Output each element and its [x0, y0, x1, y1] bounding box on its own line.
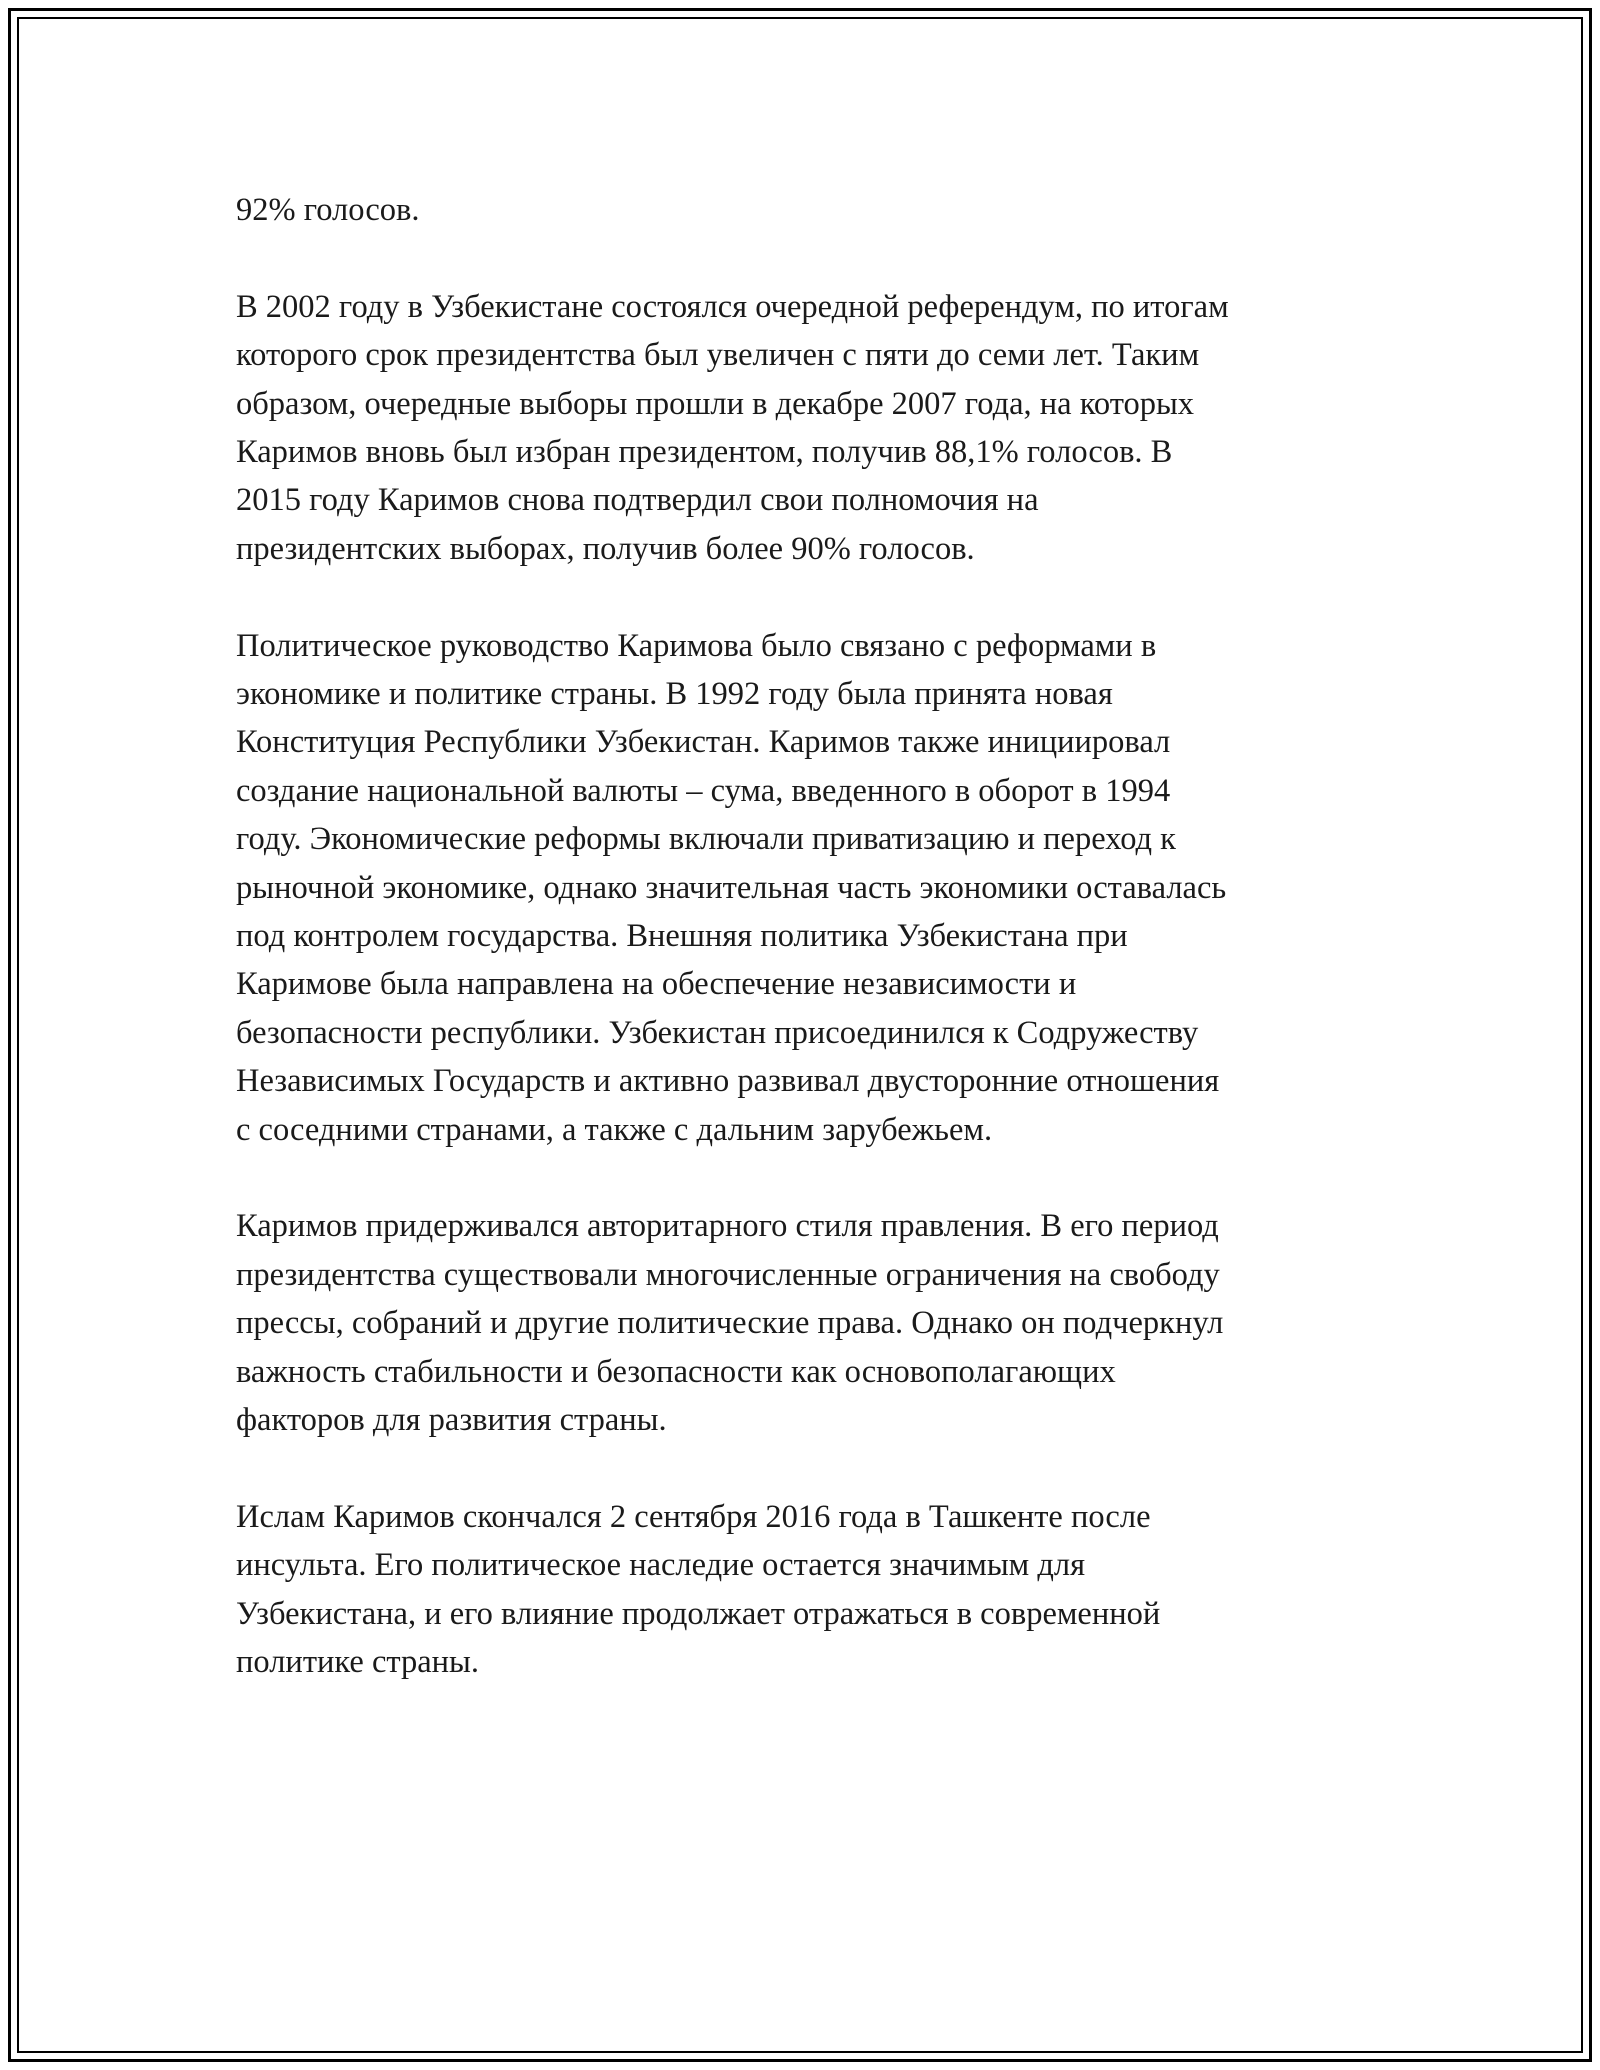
text-line: безопасности республики. Узбекистан присоединился к Содружеству	[236, 1014, 1199, 1051]
text-line: Узбекистана, и его влияние продолжает отражаться в современной	[236, 1595, 1161, 1632]
text-line: Политическое руководство Каримова было связано с реформами в	[236, 627, 1157, 664]
text-line: 92% голосов.	[236, 192, 420, 228]
text-line: В 2002 году в Узбекистане состоялся очередной референдум, по итогам	[236, 288, 1229, 325]
text-line: которого срок президентства был увеличен с пяти до семи лет. Таким	[236, 337, 1200, 374]
paragraph	[236, 1202, 1376, 1444]
text-line: Независимых Государств и активно развивал двусторонние отношения	[236, 1063, 1220, 1100]
text-line: Конституция Республики Узбекистан. Каримов также инициировал	[236, 724, 1171, 761]
document-body	[236, 186, 1376, 1735]
text-line: факторов для развития страны.	[236, 1402, 667, 1439]
text-line: рыночной экономике, однако значительная часть экономики оставалась	[236, 869, 1227, 906]
text-line: Каримов вновь был избран президентом, получив 88,1% голосов. В	[236, 434, 1173, 471]
paragraph	[236, 186, 1376, 234]
text-line: прессы, собраний и другие политические права. Однако он подчеркнул	[236, 1305, 1224, 1342]
text-line: важность стабильности и безопасности как основополагающих	[236, 1353, 1116, 1390]
text-line: с соседними странами, а также с дальним зарубежьем.	[236, 1111, 993, 1148]
text-line: создание национальной валюты – сума, введенного в оборот в 1994	[236, 772, 1171, 809]
text-line: Ислам Каримов скончался 2 сентября 2016 года в Ташкенте после	[236, 1498, 1151, 1535]
text-line: Каримов придерживался авторитарного стиля правления. В его период	[236, 1208, 1219, 1245]
paragraph	[236, 622, 1376, 1154]
text-line: политике страны.	[236, 1644, 480, 1681]
text-line: Каримове была направлена на обеспечение независимости и	[236, 966, 1077, 1003]
text-line: президентства существовали многочисленные ограничения на свободу	[236, 1256, 1220, 1293]
text-line: президентских выборах, получив более 90% голосов.	[236, 530, 975, 567]
paragraph	[236, 283, 1376, 573]
text-line: году. Экономические реформы включали приватизацию и переход к	[236, 821, 1176, 858]
text-line: экономике и политике страны. В 1992 году была принята новая	[236, 676, 1113, 713]
text-line: образом, очередные выборы прошли в декабре 2007 года, на которых	[236, 385, 1195, 422]
paragraph	[236, 1493, 1376, 1687]
text-line: 2015 году Каримов снова подтвердил свои полномочия на	[236, 482, 1039, 519]
text-line: инсульта. Его политическое наследие остается значимым для	[236, 1547, 1086, 1584]
text-line: под контролем государства. Внешняя политика Узбекистана при	[236, 918, 1128, 955]
